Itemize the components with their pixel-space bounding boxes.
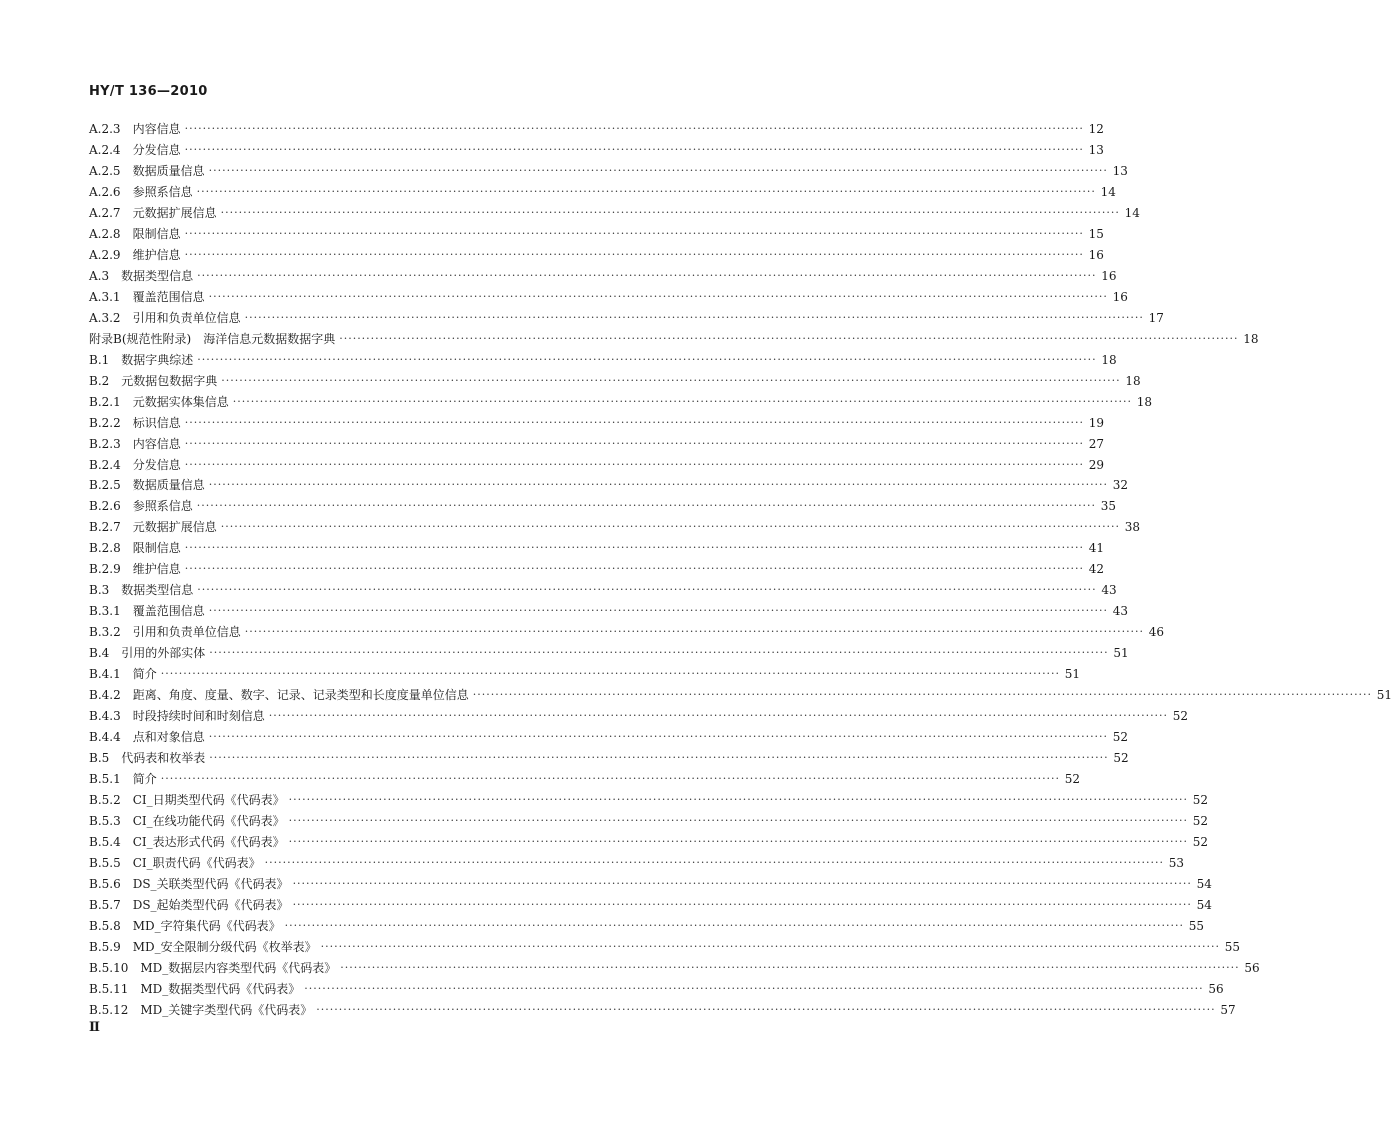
toc-entry-title: 覆盖范围信息: [132, 289, 205, 304]
dot-leader: ········································································································································································································: [304, 981, 1204, 995]
dot-leader: ········································································································································································································: [288, 793, 1188, 806]
toc-entry[interactable]: [89, 245, 1104, 266]
table-of-contents: [89, 119, 1392, 1021]
dot-leader: ········································································································································································································: [244, 625, 1145, 639]
toc-entry-page: 13: [1088, 142, 1104, 157]
toc-entry-title: CI_表达形式代码《代码表》: [132, 834, 285, 849]
dot-leader: ········································································································································································································: [244, 310, 1144, 324]
toc-entry[interactable]: [89, 853, 1184, 874]
toc-entry-number: B.2.1: [89, 394, 121, 409]
toc-entry-title: 内容信息: [132, 122, 181, 136]
dot-leader: ········································································································································································································: [288, 834, 1188, 848]
dot-leader: ········································································································································································································: [184, 142, 1084, 156]
toc-entry-number: B.3.2: [89, 625, 121, 640]
toc-entry-page: 56: [1208, 981, 1224, 996]
toc-entry-number: A.3.1: [89, 289, 121, 304]
toc-entry-page: 55: [1188, 918, 1204, 933]
toc-entry[interactable]: [89, 895, 1212, 916]
toc-entry-page: 53: [1168, 855, 1184, 870]
toc-entry-page: 18: [1101, 352, 1117, 367]
toc-entry-title: 引用和负责单位信息: [132, 625, 241, 640]
toc-entry-title: MD_数据类型代码《代码表》: [140, 981, 301, 996]
toc-entry[interactable]: [89, 622, 1165, 643]
toc-entry[interactable]: [89, 979, 1224, 1000]
toc-entry-page: 54: [1196, 876, 1212, 891]
dot-leader: ········································································································································································································: [184, 562, 1085, 576]
toc-entry-number: B.5.3: [89, 813, 121, 828]
toc-entry[interactable]: [89, 517, 1141, 538]
toc-entry-title: 点和对象信息: [132, 730, 205, 745]
toc-entry-title: MD_字符集代码《代码表》: [132, 918, 281, 933]
toc-entry-page: 42: [1088, 562, 1105, 577]
toc-entry-title: 时段持续时间和时刻信息: [132, 709, 265, 724]
toc-entry-page: 52: [1112, 730, 1129, 745]
toc-entry-title: 维护信息: [132, 247, 181, 262]
toc-entry-number: A.3: [89, 268, 110, 283]
dot-leader: ········································································································································································································: [184, 541, 1085, 555]
toc-entry[interactable]: [89, 140, 1104, 161]
toc-entry-title: 标识信息: [132, 415, 181, 430]
toc-entry-number: A.2.3: [89, 122, 121, 136]
dot-leader: ········································································································································································································: [184, 457, 1085, 471]
toc-entry-title: 限制信息: [132, 541, 181, 556]
toc-entry-number: B.2.9: [89, 562, 121, 577]
toc-entry-number: A.3.2: [89, 310, 121, 325]
toc-entry[interactable]: [89, 937, 1240, 958]
dot-leader: ········································································································································································································: [184, 436, 1085, 450]
toc-entry-page: 18: [1136, 394, 1153, 409]
toc-entry-page: 43: [1112, 604, 1129, 619]
toc-entry[interactable]: [89, 874, 1212, 895]
toc-entry[interactable]: [89, 727, 1129, 748]
toc-entry-page: 17: [1148, 310, 1164, 325]
toc-entry[interactable]: [89, 475, 1129, 496]
dot-leader: ········································································································································································································: [220, 205, 1120, 219]
toc-entry[interactable]: [89, 413, 1105, 434]
toc-entry-title: DS_起始类型代码《代码表》: [132, 897, 289, 912]
dot-leader: ········································································································································································································: [208, 730, 1109, 744]
toc-entry[interactable]: [89, 455, 1105, 476]
toc-entry-number: B.5.2: [89, 793, 121, 807]
toc-entry-page: 27: [1088, 436, 1105, 451]
toc-entry[interactable]: [89, 643, 1129, 664]
toc-entry-title: 简介: [132, 772, 157, 787]
toc-entry[interactable]: [89, 350, 1117, 371]
dot-leader: ········································································································································································································: [160, 772, 1061, 786]
toc-entry-page: 35: [1100, 499, 1117, 514]
toc-entry-page: 18: [1243, 331, 1259, 346]
toc-entry[interactable]: [89, 811, 1208, 832]
toc-entry[interactable]: [89, 706, 1189, 727]
toc-entry-number: B.2.4: [89, 457, 121, 472]
toc-entry-title: MD_关键字类型代码《代码表》: [140, 1002, 313, 1017]
dot-leader: ········································································································································································································: [316, 1002, 1216, 1016]
toc-entry-title: MD_安全限制分级代码《枚举表》: [132, 939, 317, 954]
toc-entry-title: CI_在线功能代码《代码表》: [132, 813, 285, 828]
toc-entry[interactable]: [89, 580, 1117, 601]
toc-entry-page: 13: [1112, 163, 1128, 178]
toc-entry-page: 52: [1192, 813, 1208, 828]
toc-entry-number: B.4.1: [89, 667, 121, 682]
toc-entry-title: 距离、角度、度量、数字、记录、记录类型和长度度量单位信息: [132, 688, 469, 703]
toc-entry-number: B.4.2: [89, 688, 121, 703]
toc-entry-page: 14: [1100, 184, 1116, 199]
dot-leader: ········································································································································································································: [208, 289, 1108, 303]
toc-entry-title: 维护信息: [132, 562, 181, 577]
toc-entry-number: B.2.6: [89, 499, 121, 514]
toc-entry-page: 55: [1224, 939, 1240, 954]
toc-entry-title: 元数据扩展信息: [132, 520, 217, 535]
toc-entry-number: B.5.7: [89, 897, 121, 912]
toc-entry-page: 41: [1088, 541, 1105, 556]
toc-entry-title: 覆盖范围信息: [132, 604, 205, 619]
toc-entry[interactable]: [89, 434, 1105, 455]
toc-entry-page: 16: [1112, 289, 1128, 304]
toc-entry-number: A.2.9: [89, 247, 121, 262]
toc-entry[interactable]: [89, 308, 1164, 329]
document-code: HY/T 136—2010: [89, 84, 208, 99]
toc-entry-title: 元数据包数据字典: [121, 373, 218, 388]
toc-entry-title: 简介: [132, 667, 157, 682]
toc-entry[interactable]: [89, 790, 1208, 811]
toc-entry-title: 分发信息: [132, 142, 181, 157]
toc-entry-title: 参照系信息: [132, 499, 193, 514]
toc-entry[interactable]: [89, 224, 1104, 245]
dot-leader: ········································································································································································································: [268, 709, 1169, 723]
toc-entry-number: B.5.12: [89, 1002, 129, 1017]
page-number: Ⅱ: [89, 1020, 100, 1035]
toc-entry-page: 52: [1113, 751, 1129, 766]
toc-entry[interactable]: [89, 685, 1392, 706]
toc-entry-title: DS_关联类型代码《代码表》: [132, 876, 289, 891]
toc-entry-title: 海洋信息元数据数据字典: [203, 331, 336, 346]
toc-entry-page: 12: [1088, 122, 1104, 136]
dot-leader: ········································································································································································································: [208, 163, 1108, 177]
dot-leader: ········································································································································································································: [197, 352, 1097, 366]
toc-entry-title: 引用的外部实体: [121, 646, 206, 661]
toc-entry-number: B.4.3: [89, 709, 121, 724]
toc-entry-number: A.2.7: [89, 205, 121, 220]
toc-entry-number: B.5.11: [89, 981, 129, 996]
toc-entry-page: 19: [1088, 415, 1105, 430]
toc-entry-page: 29: [1088, 457, 1105, 472]
dot-leader: ········································································································································································································: [208, 478, 1109, 492]
dot-leader: ········································································································································································································: [232, 394, 1133, 408]
dot-leader: ········································································································································································································: [197, 583, 1097, 597]
dot-leader: ········································································································································································································: [209, 751, 1109, 765]
toc-entry-title: CI_职责代码《代码表》: [132, 855, 261, 870]
dot-leader: ········································································································································································································: [196, 184, 1096, 198]
toc-entry-page: 16: [1088, 247, 1104, 262]
toc-entry-title: 代码表和枚举表: [121, 751, 206, 766]
toc-entry-page: 51: [1376, 688, 1392, 703]
toc-entry-page: 38: [1124, 520, 1141, 535]
toc-entry-number: B.1: [89, 352, 110, 367]
toc-entry-number: B.2.7: [89, 520, 121, 535]
toc-entry-page: 15: [1088, 226, 1104, 241]
dot-leader: ········································································································································································································: [208, 604, 1109, 618]
toc-entry-title: 元数据扩展信息: [132, 205, 217, 220]
toc-entry-number: B.2: [89, 373, 110, 388]
toc-entry-page: 43: [1101, 583, 1117, 598]
toc-entry-title: 数据类型信息: [121, 268, 194, 283]
dot-leader: ········································································································································································································: [320, 939, 1220, 953]
toc-entry[interactable]: [89, 203, 1140, 224]
toc-entry-number: A.2.5: [89, 163, 121, 178]
dot-leader: ········································································································································································································: [292, 897, 1192, 911]
toc-entry[interactable]: [89, 329, 1259, 350]
toc-entry-page: 16: [1101, 268, 1117, 283]
toc-entry[interactable]: [89, 161, 1128, 182]
dot-leader: ········································································································································································································: [197, 268, 1097, 282]
toc-entry-number: B.5.9: [89, 939, 121, 954]
toc-entry[interactable]: [89, 371, 1141, 392]
toc-entry-title: 分发信息: [132, 457, 181, 472]
toc-entry-title: 数据类型信息: [121, 583, 194, 598]
dot-leader: ········································································································································································································: [184, 122, 1084, 135]
toc-entry[interactable]: [89, 601, 1129, 622]
dot-leader: ········································································································································································································: [292, 876, 1192, 890]
toc-entry-title: 元数据实体集信息: [132, 394, 229, 409]
toc-entry[interactable]: [89, 559, 1105, 580]
toc-entry-page: 52: [1172, 709, 1189, 724]
toc-entry-page: 52: [1064, 772, 1081, 787]
toc-entry-page: 54: [1196, 897, 1212, 912]
toc-entry-number: A.2.4: [89, 142, 121, 157]
toc-entry-number: B.2.3: [89, 436, 121, 451]
toc-entry-number: B.3.1: [89, 604, 121, 619]
toc-entry[interactable]: [89, 266, 1117, 287]
toc-entry-number: 附录B(规范性附录): [89, 331, 192, 346]
toc-entry-page: 32: [1112, 478, 1129, 493]
toc-entry-number: B.4.4: [89, 730, 121, 745]
toc-entry-page: 52: [1192, 834, 1208, 849]
toc-entry-number: B.5.5: [89, 855, 121, 870]
toc-entry-number: B.5.8: [89, 918, 121, 933]
toc-entry-page: 51: [1113, 646, 1129, 661]
dot-leader: ········································································································································································································: [472, 688, 1373, 702]
dot-leader: ········································································································································································································: [220, 520, 1121, 534]
dot-leader: ········································································································································································································: [339, 331, 1239, 345]
toc-entry-number: B.2.8: [89, 541, 121, 556]
toc-entry-page: 46: [1148, 625, 1165, 640]
toc-entry-number: B.2.5: [89, 478, 121, 493]
toc-entry-title: MD_数据层内容类型代码《代码表》: [140, 960, 337, 975]
toc-entry-number: A.2.8: [89, 226, 121, 241]
toc-entry-number: B.5.10: [89, 960, 129, 975]
toc-entry-page: 51: [1064, 667, 1081, 682]
toc-entry-number: B.5.4: [89, 834, 121, 849]
toc-entry[interactable]: [89, 769, 1081, 790]
toc-entry-title: 引用和负责单位信息: [132, 310, 241, 325]
toc-entry-page: 57: [1220, 1002, 1236, 1017]
toc-entry-title: CI_日期类型代码《代码表》: [132, 793, 285, 807]
dot-leader: ········································································································································································································: [184, 226, 1084, 240]
toc-entry-page: 52: [1192, 793, 1208, 807]
dot-leader: ········································································································································································································: [288, 813, 1188, 827]
toc-entry-title: 限制信息: [132, 226, 181, 241]
toc-entry-page: 56: [1244, 960, 1260, 975]
dot-leader: ········································································································································································································: [184, 247, 1084, 261]
toc-entry[interactable]: [89, 182, 1116, 203]
toc-entry-number: B.5: [89, 751, 110, 766]
toc-entry-number: B.3: [89, 583, 110, 598]
dot-leader: ········································································································································································································: [196, 499, 1097, 513]
toc-entry-number: B.4: [89, 646, 110, 661]
dot-leader: ········································································································································································································: [184, 415, 1085, 429]
dot-leader: ········································································································································································································: [160, 667, 1061, 681]
toc-entry[interactable]: [89, 538, 1105, 559]
toc-entry[interactable]: [89, 496, 1117, 517]
toc-entry[interactable]: [89, 958, 1260, 979]
dot-leader: ········································································································································································································: [264, 855, 1164, 869]
toc-entry[interactable]: [89, 1000, 1236, 1021]
toc-entry-page: 14: [1124, 205, 1140, 220]
toc-entry-title: 数据质量信息: [132, 163, 205, 178]
toc-entry[interactable]: [89, 392, 1153, 413]
toc-entry[interactable]: [89, 748, 1129, 769]
toc-entry-page: 18: [1125, 373, 1141, 388]
toc-entry-number: B.5.6: [89, 876, 121, 891]
toc-entry[interactable]: [89, 287, 1128, 308]
toc-entry[interactable]: [89, 832, 1208, 853]
toc-entry-number: B.2.2: [89, 415, 121, 430]
toc-entry[interactable]: [89, 664, 1081, 685]
dot-leader: ········································································································································································································: [340, 960, 1240, 974]
dot-leader: ········································································································································································································: [284, 918, 1184, 932]
toc-entry-title: 数据字典综述: [121, 352, 194, 367]
toc-entry-number: A.2.6: [89, 184, 121, 199]
toc-entry[interactable]: [89, 916, 1204, 937]
dot-leader: ········································································································································································································: [209, 646, 1109, 660]
toc-entry-title: 参照系信息: [132, 184, 193, 199]
toc-entry-title: 内容信息: [132, 436, 181, 451]
toc-entry-title: 数据质量信息: [132, 478, 205, 493]
toc-entry-number: B.5.1: [89, 772, 121, 787]
dot-leader: ········································································································································································································: [221, 373, 1121, 387]
toc-entry[interactable]: [89, 119, 1104, 140]
